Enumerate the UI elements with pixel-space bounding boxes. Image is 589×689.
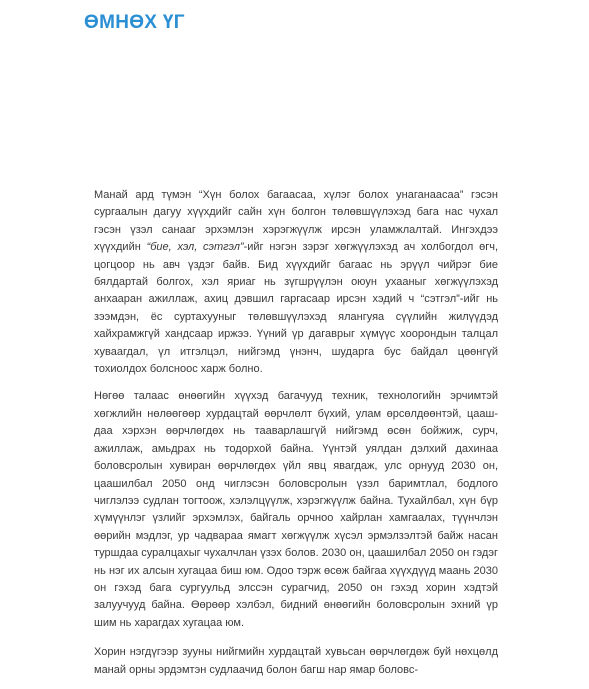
paragraph-1-text-before: Манай ард түмэн “Хүн болох багаасаа, хүлэг болох унаганаасаа” гэсэн сургаалын дагуу хүүхдийг сайн хүн болгон төлөвшүүлэхэд бага нас чухал гэсэн үзэл санааг эрхэмлэн хэрэгжүүлж ирсэн уламжлалтай. Ингэхдээ хүүхдийн — [94, 189, 498, 254]
paragraph-2: Нөгөө талаас өнөөгийн хүүхэд багачууд техник, технологийн эрчимтэй хөгжлийн нөлөөгөөр хурдацтай өөрчлөлт бүхий, улам өрсөлдөөнтэй, цааш-даа хэрхэн өөрчлөгдөх нь тааварлашгүй нийгэмд өсөн бойжиж, сурч, ажиллаж, амьдрах нь тодорхой байна. Үүнтэй уялдан дэлхий дахинаа боловсролын хувиран өөрчлөгдөх үйл явц явагдаж, улс орнууд 2030 он, цаашилбал 2050 онд чиглэсэн боловсролын үзэл баримтлал, бодлого чиглэлээ судлан тогтоож, хэлэлцүүлж, хэрэгжүүлж байна. Тухайлбал, хүн бүр хүмүүнлэг үзлийг эрхэмлэх, байгаль орчноо хайрлан хамгаалах, түүнчлэн өөрийн мэдлэг, ур чадвараа ямагт хөгжүүлж хүсэл эрмэлзэлтэй байж насан туршдаа суралцахыг чухалчлан үзэх болов. 2030 он, цаашилбал 2050 он гэдэг нь нэг их алсын хугацаа биш юм. Одоо тэрж өсөж байгаа хүүхдүүд маань 2030 он гэхэд бага сургуульд элссэн сурагчид, 2050 он гэхэд хорин хэдтэй залуучууд байна. Өөрөөр хэлбэл, бидний өнөөгийн боловсролын эхний үр шим нь харагдах хугацаа юм. — [94, 390, 498, 629]
body-text — [94, 187, 498, 689]
page-title: ӨМНӨХ ҮГ — [84, 12, 185, 33]
paragraph-1-text-after: -ийг нэгэн зэрэг хөгжүүлэхэд ач холбогдол өгч, цогцоор нь авч үздэг байв. Бид хүүхдийг багаас нь эрүүл чийрэг бие бялдартай болгох, хэл яриаг нь зүгшрүүлэн оюун ухааныг хөгжүүлэхэд анхааран ажиллаж, ахиц дэвшил гаргасаар ирсэн хэдий ч “сэтгэл”-ийг нь зээмдэн, ёс суртахууныг төлөвшүүлэхэд ялангуяа сүүлийн жилүүдэд хайхрамжгүй хандсаар иржээ. Үүний үр дагаврыг хүмүүс хоорондын талцал хуваагдал, үл итгэлцэл, нийгэмд үнэнч, шударга бус байдал цөөнгүй тохиолдох болсноос харж болно. — [94, 241, 499, 376]
paragraph-1-emphasis: “бие, хэл, сэтгэл” — [146, 241, 244, 254]
paragraph-3: Хорин нэгдүгээр зууны нийгмийн хурдацтай хувьсан өөрчлөгдөж буй нөхцөлд манай орны эрдэмтэн судлаачид болон багш нар ямар боловс- — [94, 646, 498, 676]
paragraph-1 — [94, 187, 498, 378]
